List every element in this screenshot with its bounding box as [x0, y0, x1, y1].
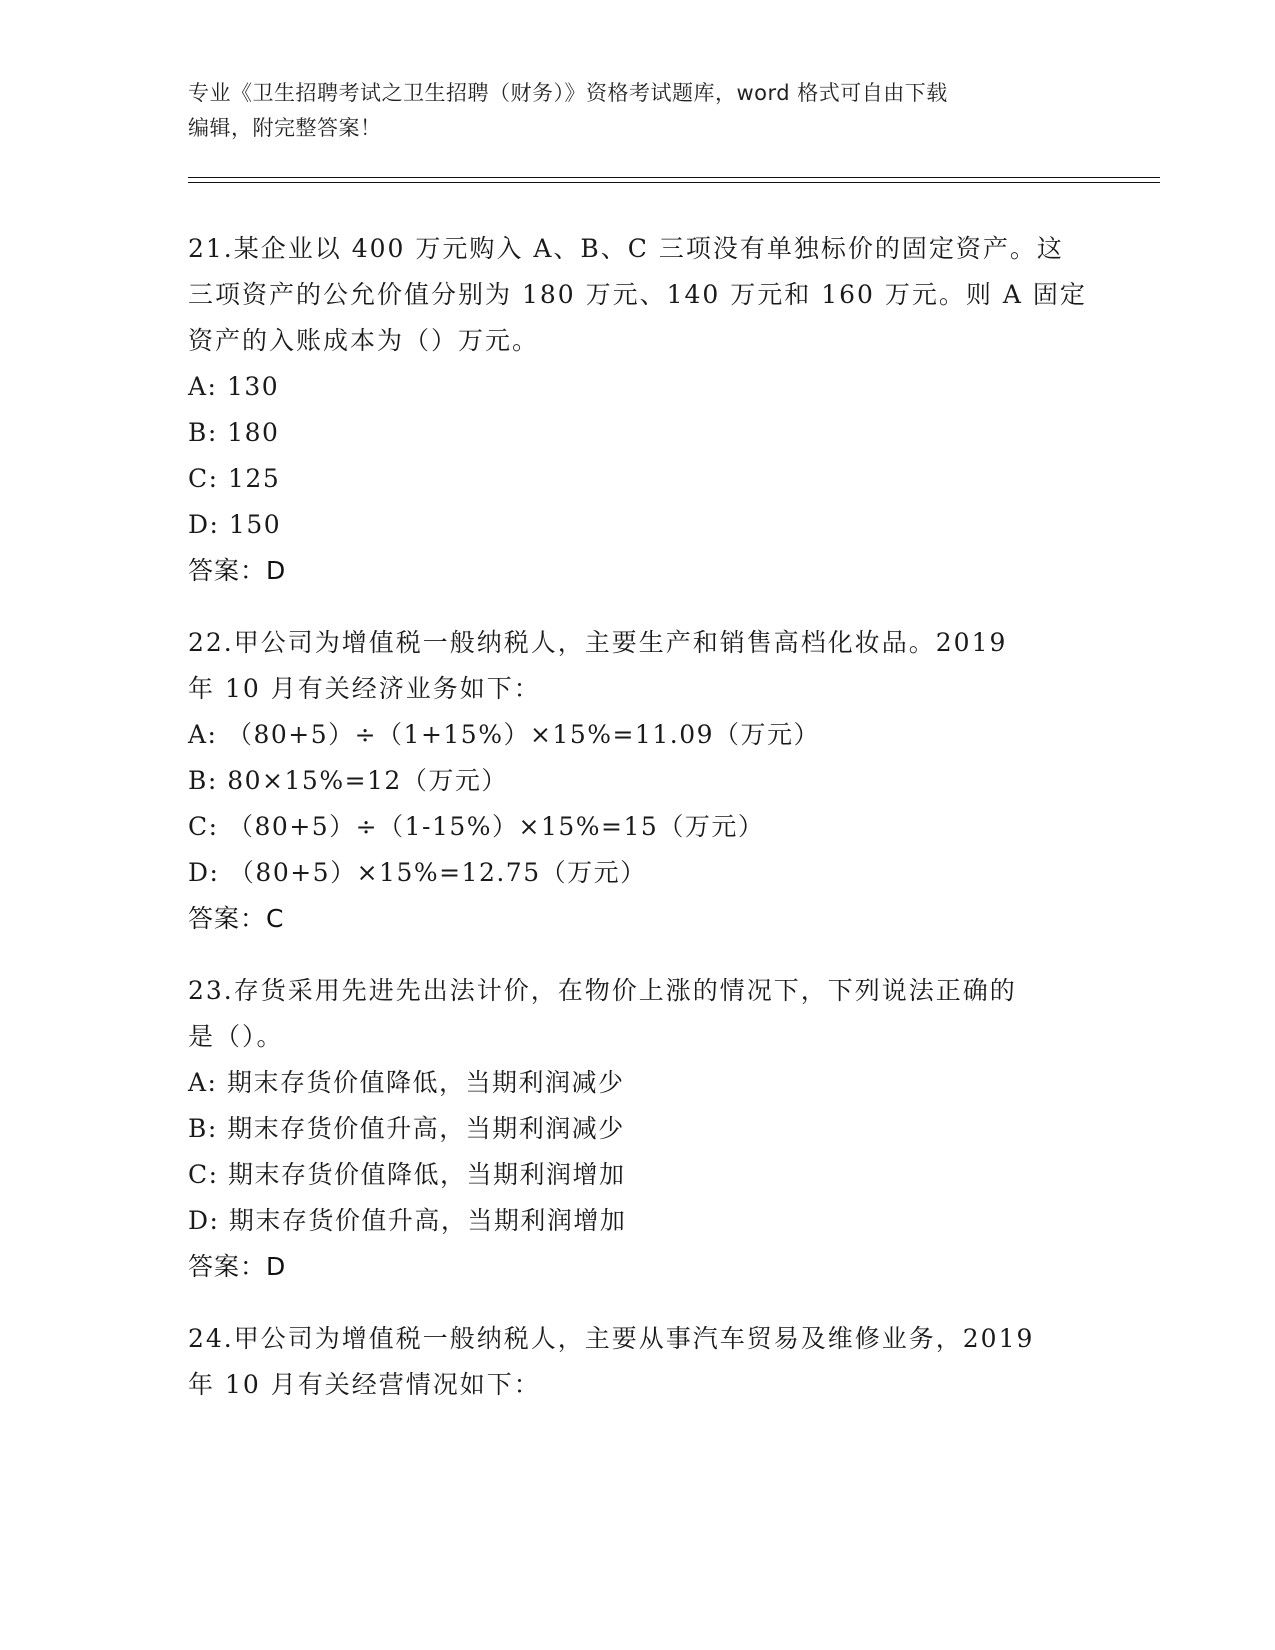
option-letter: B:	[188, 418, 218, 447]
option-letter: B:	[188, 766, 218, 795]
question-stem-line: 是（）。	[188, 1022, 284, 1051]
option-text: 80×15%=12（万元）	[227, 766, 508, 795]
header-divider-bottom	[188, 182, 1160, 183]
option-letter: C:	[188, 464, 219, 493]
option-text: 180	[227, 418, 280, 447]
option-letter: B:	[188, 1114, 218, 1143]
question-24	[188, 1316, 1088, 1408]
option-b	[188, 758, 1088, 804]
question-stem-line: 年 10 月有关经营情况如下：	[188, 1370, 541, 1399]
option-letter: D:	[188, 510, 220, 539]
option-d	[188, 1198, 1088, 1244]
question-23	[188, 968, 1088, 1290]
answer-line: 答案：D	[188, 1252, 287, 1281]
question-stem-line: 资产的入账成本为（）万元。	[188, 326, 540, 355]
question-stem-line: 23.存货采用先进先出法计价，在物价上涨的情况下，下列说法正确的	[188, 976, 1017, 1005]
option-b	[188, 410, 1088, 456]
header-line-2: 编辑，附完整答案！	[188, 116, 382, 140]
question-22	[188, 620, 1088, 942]
option-d	[188, 850, 1088, 896]
option-letter: A:	[188, 720, 218, 749]
option-c	[188, 456, 1088, 502]
option-c	[188, 1152, 1088, 1198]
option-letter: A:	[188, 1068, 218, 1097]
option-text: （80+5）÷（1+15%）×15%=11.09（万元）	[226, 720, 821, 749]
option-text: 期末存货价值降低，当期利润减少	[226, 1068, 625, 1097]
document-header	[188, 76, 1088, 146]
question-stem-line: 年 10 月有关经济业务如下：	[188, 674, 541, 703]
header-divider-top	[188, 177, 1160, 178]
answer-line: 答案：C	[188, 904, 285, 933]
option-text: 期末存货价值降低，当期利润增加	[228, 1160, 626, 1189]
option-text: 期末存货价值升高，当期利润增加	[228, 1206, 627, 1235]
question-stem-line: 24.甲公司为增值税一般纳税人，主要从事汽车贸易及维修业务，2019	[188, 1324, 1035, 1353]
option-text: （80+5）×15%=12.75（万元）	[228, 858, 647, 887]
question-stem-line: 21.某企业以 400 万元购入 A、B、C 三项没有单独标价的固定资产。这	[188, 234, 1064, 263]
answer-line: 答案：D	[188, 556, 287, 585]
option-d	[188, 502, 1088, 548]
question-21	[188, 226, 1088, 594]
option-text: 150	[228, 510, 282, 539]
question-stem-line: 22.甲公司为增值税一般纳税人，主要生产和销售高档化妆品。2019	[188, 628, 1008, 657]
option-b	[188, 1106, 1088, 1152]
option-letter: C:	[188, 812, 219, 841]
option-letter: C:	[188, 1160, 219, 1189]
header-line-1: 专业《卫生招聘考试之卫生招聘（财务）》资格考试题库，word 格式可自由下载	[188, 81, 948, 105]
option-letter: D:	[188, 1206, 220, 1235]
option-letter: A:	[188, 372, 218, 401]
option-c	[188, 804, 1088, 850]
option-a	[188, 712, 1088, 758]
option-text: （80+5）÷（1-15%）×15%=15（万元）	[228, 812, 765, 841]
option-text: 期末存货价值升高，当期利润减少	[227, 1114, 625, 1143]
option-text: 125	[228, 464, 281, 493]
option-a	[188, 364, 1088, 410]
option-letter: D:	[188, 858, 220, 887]
option-text: 130	[226, 372, 280, 401]
option-a	[188, 1060, 1088, 1106]
question-stem-line: 三项资产的公允价值分别为 180 万元、140 万元和 160 万元。则 A 固定	[188, 280, 1087, 309]
